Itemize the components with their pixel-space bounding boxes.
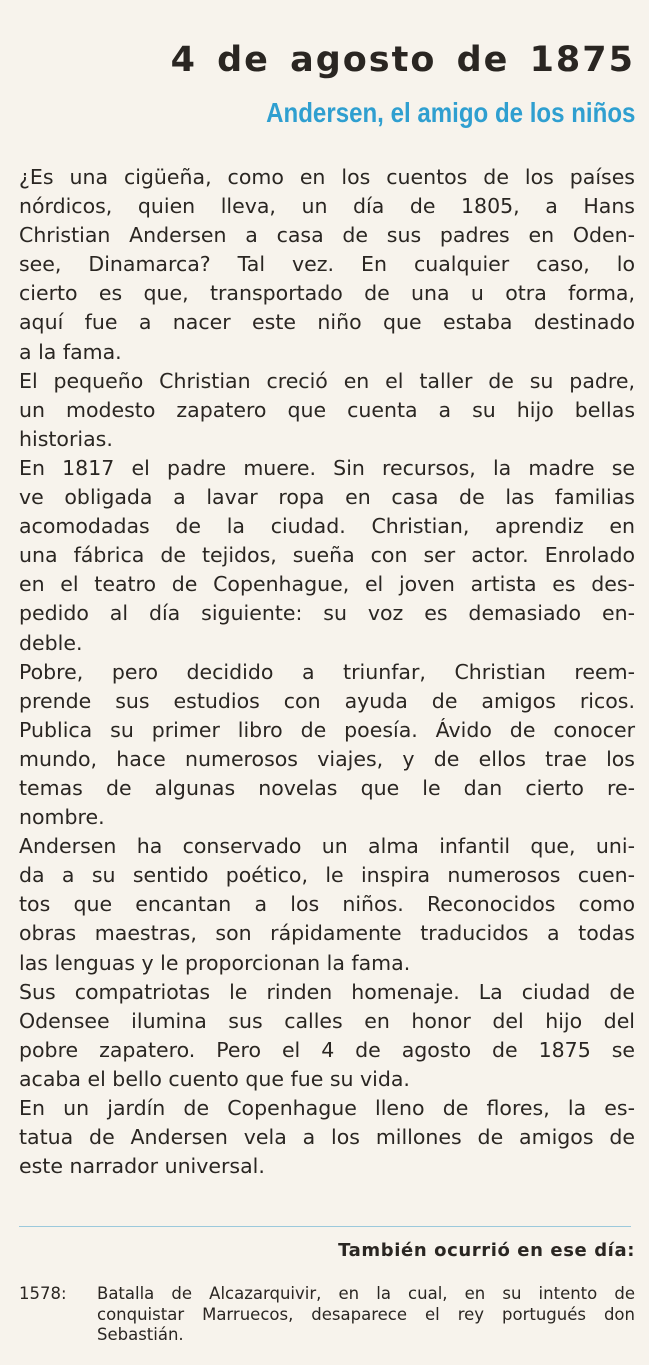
article-line: deble. [19, 630, 83, 655]
article-line: Pobre, pero decidido a triunfar, Christian reem- [19, 659, 635, 684]
article-line: prende sus estudios con ayuda de amigos ricos. [19, 688, 635, 713]
article-line: Odensee ilumina sus calles en honor del hijo del [19, 1008, 635, 1033]
event-line: conquistar Marruecos, desaparece el rey portugués don [97, 1304, 635, 1324]
article-line: nombre. [19, 805, 105, 830]
article-line: las lenguas y le proporcionan la fama. [19, 950, 411, 975]
article-line: El pequeño Christian creció en el taller de su padre, [19, 368, 635, 393]
article-line: nórdicos, quien lleva, un día de 1805, a Hans [19, 194, 635, 219]
also-happened-heading: También ocurrió en ese día: [338, 1240, 635, 1261]
article-line: acomodadas de la ciudad. Christian, aprendiz en [19, 514, 635, 539]
article-line: aquí fue a nacer este niño que estaba destinado [19, 310, 635, 335]
article-line: see, Dinamarca? Tal vez. En cualquier caso, lo [19, 252, 635, 277]
article-line: temas de algunas novelas que le dan cierto re- [19, 775, 635, 800]
article-line: una fábrica de tejidos, sueña con ser actor. Enrolado [19, 543, 635, 568]
article-line: Andersen ha conservado un alma infantil que, uni- [19, 834, 635, 859]
page-title: 4 de agosto de 1875 [170, 40, 635, 80]
article-line: tatua de Andersen vela a los millones de amigos de [19, 1125, 635, 1150]
article-line: da a su sentido poético, le inspira numerosos cuen- [19, 863, 635, 888]
section-divider [19, 1226, 631, 1227]
article-line: Christian Andersen a casa de sus padres en Oden- [19, 223, 635, 248]
event-description [97, 1284, 635, 1346]
article-line: ve obligada a lavar ropa en casa de las familias [19, 485, 635, 510]
article-line: acaba el bello cuento que fue su vida. [19, 1066, 410, 1091]
article-line: ¿Es una cigüeña, como en los cuentos de los países [19, 165, 635, 189]
article-line: obras maestras, son rápidamente traducidos a todas [19, 921, 635, 946]
article-line: a la fama. [19, 339, 122, 364]
article-line: pobre zapatero. Pero el 4 de agosto de 1875 se [19, 1037, 635, 1062]
event-line: Batalla de Alcazarquivir, en la cual, en su intento de [97, 1284, 635, 1303]
article-line: un modesto zapatero que cuenta a su hijo bellas [19, 397, 635, 422]
article-line: mundo, hace numerosos viajes, y de ellos trae los [19, 746, 635, 771]
article-line: tos que encantan a los niños. Reconocidos como [19, 892, 635, 917]
article-line: cierto es que, transportado de una u otra forma, [19, 281, 635, 306]
article-line: historias. [19, 426, 113, 451]
article-line: pedido al día siguiente: su voz es demasiado en- [19, 601, 635, 626]
article-line: Publica su primer libro de poesía. Ávido de conocer [19, 717, 635, 742]
article-line: En 1817 el padre muere. Sin recursos, la madre se [19, 455, 635, 480]
article-subtitle: Andersen, el amigo de los niños [265, 97, 635, 128]
article-line: Sus compatriotas le rinden homenaje. La ciudad de [19, 979, 635, 1004]
article-line: este narrador universal. [19, 1154, 265, 1179]
event-year: 1578: [19, 1284, 67, 1303]
event-line: Sebastián. [97, 1325, 184, 1344]
article-line: En un jardín de Copenhague lleno de flores, la es- [19, 1096, 635, 1120]
article-body [19, 163, 635, 1181]
article-line: en el teatro de Copenhague, el joven artista es des- [19, 572, 635, 597]
